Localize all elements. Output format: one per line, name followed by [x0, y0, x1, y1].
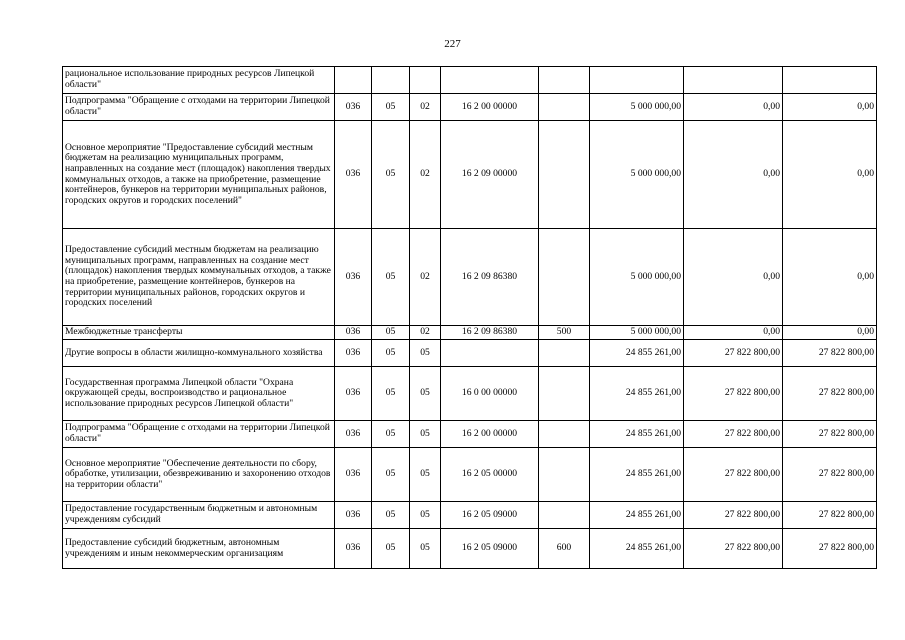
row-section-cell [372, 67, 410, 94]
row-target-cell: 16 2 05 09000 [441, 529, 539, 569]
row-grbs-cell: 036 [335, 367, 372, 421]
table-row [63, 448, 877, 502]
row-sum-1-cell: 24 855 261,00 [590, 502, 684, 529]
row-name-cell: Государственная программа Липецкой области "Охрана окружающей среды, воспроизводство и рациональное использование природных ресурсов Липецкой области" [63, 367, 335, 421]
row-section-cell: 05 [372, 529, 410, 569]
row-sum-2-cell: 0,00 [684, 326, 783, 340]
row-sum-1-cell: 24 855 261,00 [590, 448, 684, 502]
row-name-cell: Предоставление государственным бюджетным и автономным учреждениям субсидий [63, 502, 335, 529]
row-section-cell: 05 [372, 94, 410, 121]
row-sum-1-cell: 5 000 000,00 [590, 229, 684, 326]
row-vr-cell [539, 340, 590, 367]
row-vr-cell: 600 [539, 529, 590, 569]
budget-table [62, 66, 877, 569]
row-sum-3-cell: 27 822 800,00 [783, 421, 877, 448]
row-sum-1-cell: 24 855 261,00 [590, 340, 684, 367]
row-vr-cell [539, 67, 590, 94]
table-row [63, 121, 877, 229]
row-target-cell: 16 2 09 86380 [441, 229, 539, 326]
row-name-cell: Межбюджетные трансферты [63, 326, 335, 340]
table-row [63, 421, 877, 448]
row-grbs-cell: 036 [335, 326, 372, 340]
row-sum-2-cell: 27 822 800,00 [684, 367, 783, 421]
row-sum-2-cell: 27 822 800,00 [684, 340, 783, 367]
row-vr-cell: 500 [539, 326, 590, 340]
page-number: 227 [444, 38, 461, 50]
row-subsection-cell: 05 [410, 529, 441, 569]
row-grbs-cell: 036 [335, 94, 372, 121]
row-sum-3-cell: 0,00 [783, 121, 877, 229]
row-grbs-cell: 036 [335, 340, 372, 367]
row-name-cell: Основное мероприятие "Предоставление субсидий местным бюджетам на реализацию муниципальных программ, направленных на создание мест (площадок) накопления твердых коммунальных отходов, а также на приобретение, размещение контейнеров, бункеров на территории муниципальных районов, городских округов и городских поселений" [63, 121, 335, 229]
row-vr-cell [539, 367, 590, 421]
row-sum-3-cell: 27 822 800,00 [783, 502, 877, 529]
row-grbs-cell: 036 [335, 229, 372, 326]
row-subsection-cell: 02 [410, 94, 441, 121]
row-sum-2-cell: 27 822 800,00 [684, 421, 783, 448]
row-subsection-cell: 02 [410, 121, 441, 229]
row-target-cell: 16 2 00 00000 [441, 421, 539, 448]
row-name-cell: Подпрограмма "Обращение с отходами на территории Липецкой области" [63, 421, 335, 448]
row-target-cell: 16 2 09 86380 [441, 326, 539, 340]
row-sum-1-cell: 24 855 261,00 [590, 529, 684, 569]
row-section-cell: 05 [372, 340, 410, 367]
row-sum-2-cell: 27 822 800,00 [684, 448, 783, 502]
row-sum-2-cell [684, 67, 783, 94]
row-sum-2-cell: 0,00 [684, 121, 783, 229]
row-sum-1-cell: 24 855 261,00 [590, 367, 684, 421]
row-target-cell [441, 67, 539, 94]
row-vr-cell [539, 121, 590, 229]
row-sum-2-cell: 0,00 [684, 229, 783, 326]
row-section-cell: 05 [372, 448, 410, 502]
row-sum-3-cell [783, 67, 877, 94]
row-sum-3-cell: 27 822 800,00 [783, 529, 877, 569]
row-subsection-cell: 05 [410, 340, 441, 367]
row-section-cell: 05 [372, 121, 410, 229]
row-sum-2-cell: 0,00 [684, 94, 783, 121]
row-vr-cell [539, 94, 590, 121]
budget-table-body [63, 67, 877, 569]
row-vr-cell [539, 448, 590, 502]
row-sum-1-cell: 24 855 261,00 [590, 421, 684, 448]
row-subsection-cell: 05 [410, 448, 441, 502]
row-subsection-cell: 05 [410, 367, 441, 421]
row-name-cell: Другие вопросы в области жилищно-коммунального хозяйства [63, 340, 335, 367]
table-row [63, 340, 877, 367]
row-sum-3-cell: 27 822 800,00 [783, 340, 877, 367]
row-target-cell: 16 2 00 00000 [441, 94, 539, 121]
table-row [63, 67, 877, 94]
row-subsection-cell: 05 [410, 421, 441, 448]
row-sum-1-cell [590, 67, 684, 94]
row-section-cell: 05 [372, 229, 410, 326]
row-subsection-cell: 02 [410, 326, 441, 340]
row-subsection-cell: 02 [410, 229, 441, 326]
row-section-cell: 05 [372, 421, 410, 448]
row-target-cell [441, 340, 539, 367]
row-sum-2-cell: 27 822 800,00 [684, 502, 783, 529]
row-grbs-cell: 036 [335, 529, 372, 569]
row-sum-2-cell: 27 822 800,00 [684, 529, 783, 569]
row-name-cell: рациональное использование природных ресурсов Липецкой области" [63, 67, 335, 94]
row-sum-1-cell: 5 000 000,00 [590, 326, 684, 340]
row-grbs-cell: 036 [335, 448, 372, 502]
row-sum-3-cell: 0,00 [783, 326, 877, 340]
row-vr-cell [539, 421, 590, 448]
table-row [63, 502, 877, 529]
row-vr-cell [539, 502, 590, 529]
row-sum-3-cell: 0,00 [783, 94, 877, 121]
row-sum-3-cell: 27 822 800,00 [783, 448, 877, 502]
row-vr-cell [539, 229, 590, 326]
row-subsection-cell [410, 67, 441, 94]
row-grbs-cell [335, 67, 372, 94]
row-sum-3-cell: 0,00 [783, 229, 877, 326]
table-row [63, 326, 877, 340]
row-name-cell: Предоставление субсидий местным бюджетам на реализацию муниципальных программ, направленных на создание мест (площадок) накопления твердых коммунальных отходов, а также на приобретение, размещение контейнеров, бункеров на территории муниципальных районов, городских округов и городских поселений [63, 229, 335, 326]
row-section-cell: 05 [372, 502, 410, 529]
row-sum-3-cell: 27 822 800,00 [783, 367, 877, 421]
row-name-cell: Подпрограмма "Обращение с отходами на территории Липецкой области" [63, 94, 335, 121]
table-row [63, 229, 877, 326]
row-target-cell: 16 2 05 09000 [441, 502, 539, 529]
row-subsection-cell: 05 [410, 502, 441, 529]
row-name-cell: Основное мероприятие "Обеспечение деятельности по сбору, обработке, утилизации, обезвреживанию и захоронению отходов на территории области" [63, 448, 335, 502]
row-sum-1-cell: 5 000 000,00 [590, 94, 684, 121]
row-section-cell: 05 [372, 367, 410, 421]
row-target-cell: 16 2 09 00000 [441, 121, 539, 229]
table-row [63, 529, 877, 569]
row-grbs-cell: 036 [335, 502, 372, 529]
row-grbs-cell: 036 [335, 421, 372, 448]
row-grbs-cell: 036 [335, 121, 372, 229]
table-row [63, 94, 877, 121]
row-sum-1-cell: 5 000 000,00 [590, 121, 684, 229]
row-target-cell: 16 0 00 00000 [441, 367, 539, 421]
row-section-cell: 05 [372, 326, 410, 340]
row-name-cell: Предоставление субсидий бюджетным, автономным учреждениям и иным некоммерческим организациям [63, 529, 335, 569]
row-target-cell: 16 2 05 00000 [441, 448, 539, 502]
table-row [63, 367, 877, 421]
